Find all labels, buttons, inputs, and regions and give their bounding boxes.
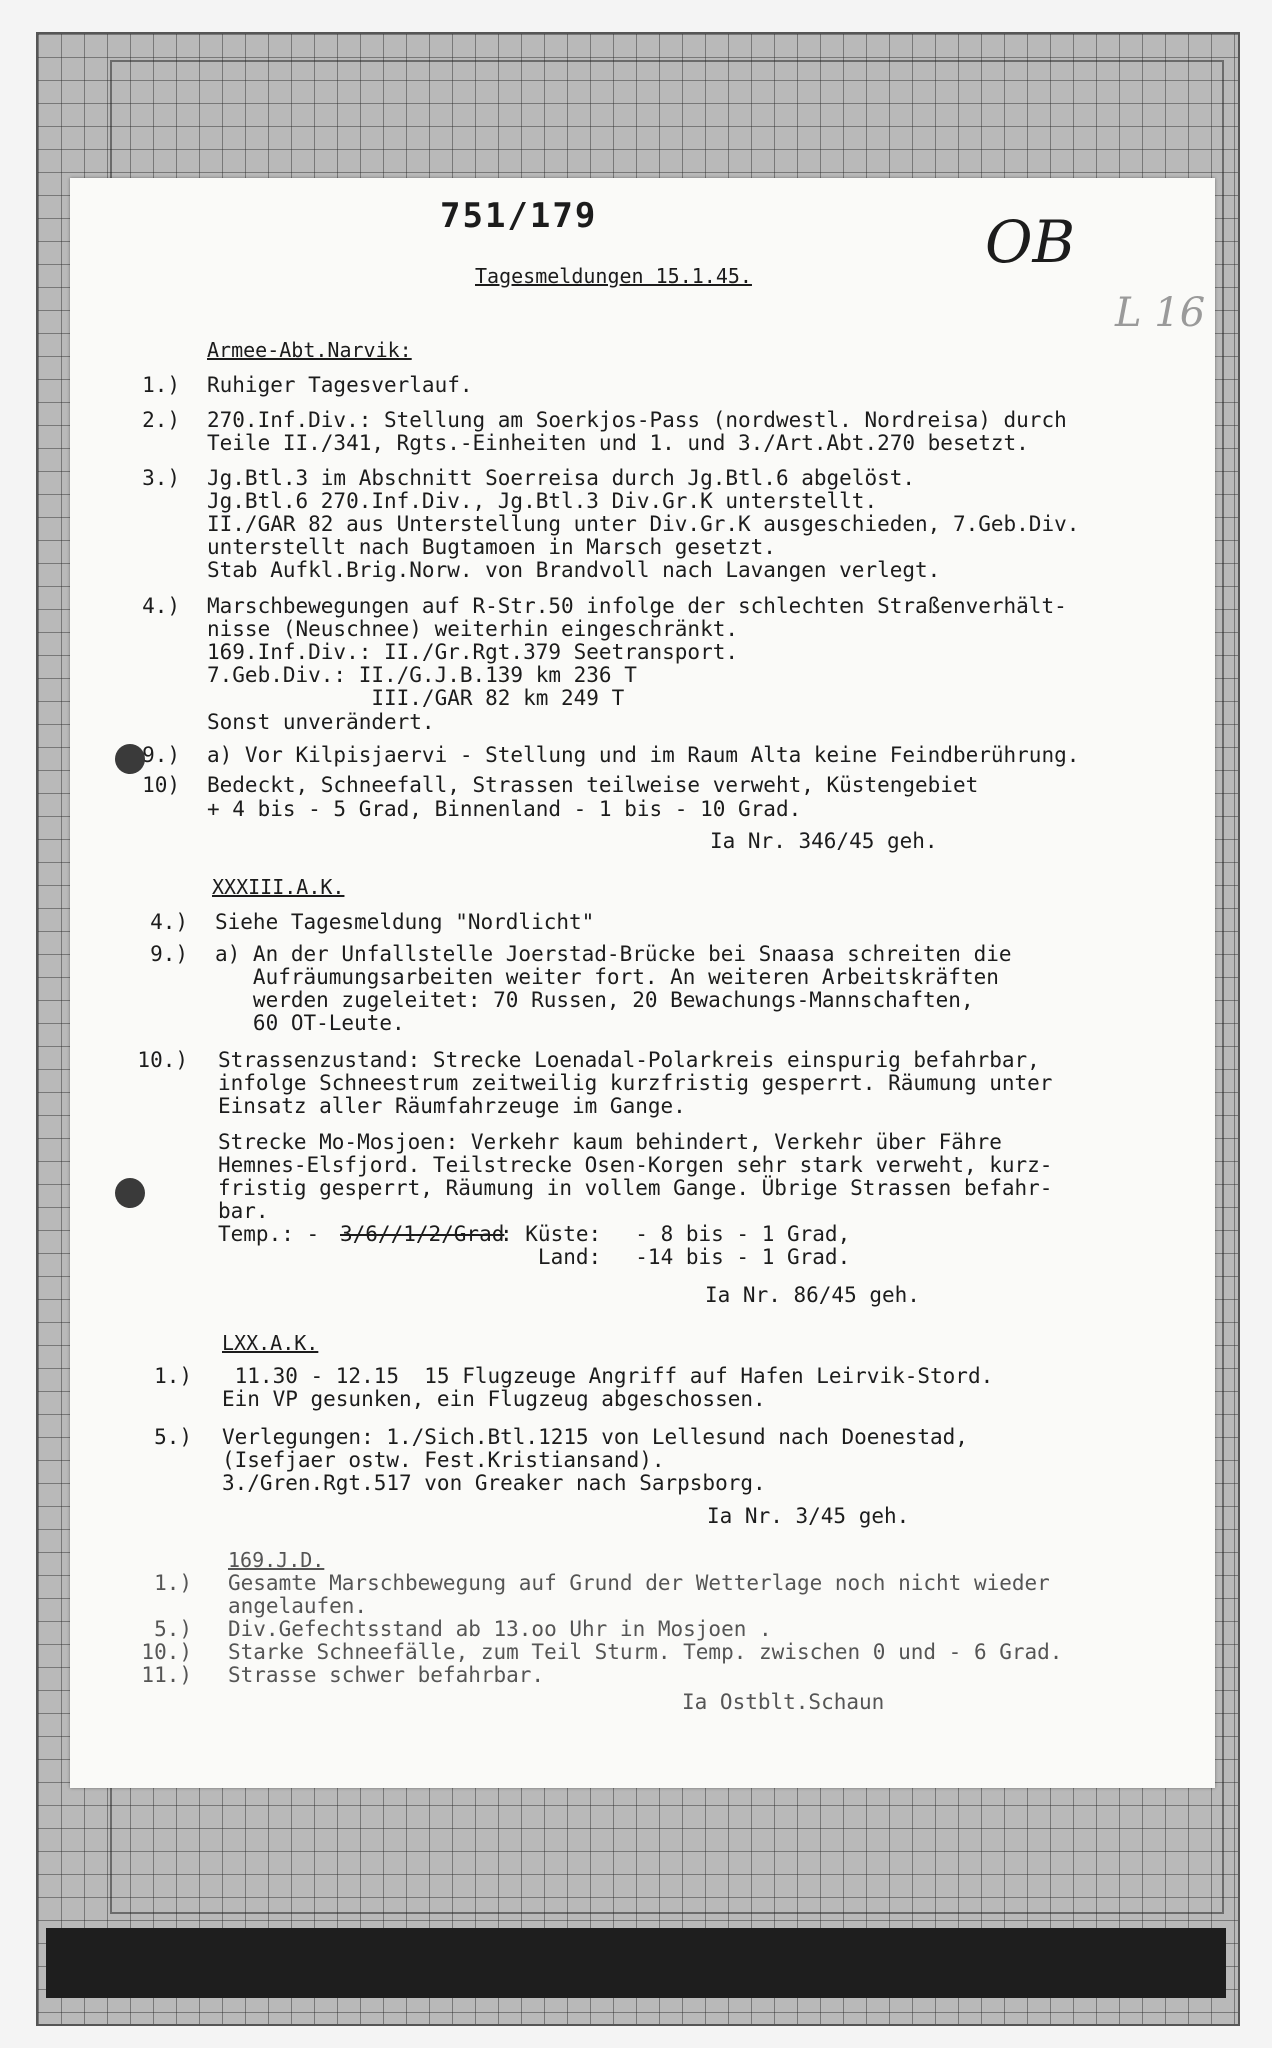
section-heading: XXXIII.A.K. <box>212 875 345 899</box>
temperature-label: Temp.: - <box>218 1222 332 1246</box>
entry-line: Teile II./341, Rgts.-Einheiten und 1. und 3./Art.Abt.270 besetzt. <box>207 431 1029 455</box>
temperature-value: -14 bis - 1 Grad. <box>610 1245 851 1269</box>
entry-line: Verlegungen: 1./Sich.Btl.1215 von Lellesund nach Doenestad, <box>222 1425 968 1449</box>
entry-line: werden zugeleitet: 70 Russen, 20 Bewachungs-Mannschaften, <box>215 988 974 1012</box>
entry-line: 11.30 - 12.15 15 Flugzeuge Angriff auf Hafen Leirvik-Stord. <box>222 1364 994 1388</box>
section-heading: LXX.A.K. <box>222 1331 319 1355</box>
entry-line: Stab Aufkl.Brig.Norw. von Brandvoll nach Lavangen verlegt. <box>207 558 941 582</box>
entry-line: Aufräumungsarbeiten weiter fort. An weiteren Arbeitskräften <box>215 965 999 989</box>
entry-number: 1.) <box>154 1364 192 1388</box>
entry-line: Jg.Btl.6 270.Inf.Div., Jg.Btl.3 Div.Gr.K unterstellt. <box>207 489 878 513</box>
entry-line: a) Vor Kilpisjaervi - Stellung und im Raum Alta keine Feindberührung. <box>207 743 1080 767</box>
entry-line: II./GAR 82 aus Unterstellung unter Div.Gr.K ausgeschieden, 7.Geb.Div. <box>207 512 1080 536</box>
entry-number: 10.) <box>141 1640 192 1664</box>
document-title: Tagesmeldungen 15.1.45. <box>475 264 752 288</box>
handwritten-initials: OB <box>985 208 1076 276</box>
entry-line: fristig gesperrt, Räumung in vollem Gange. Übrige Strassen befahr- <box>218 1176 1053 1200</box>
entry-line: 270.Inf.Div.: Stellung am Soerkjos-Pass (nordwestl. Nordreisa) durch <box>207 408 1067 432</box>
entry-line: unterstellt nach Bugtamoen in Marsch gesetzt. <box>207 535 776 559</box>
section-heading: Armee-Abt.Narvik: <box>207 338 412 362</box>
entry-line: bar. <box>218 1199 269 1223</box>
punch-hole <box>115 1178 145 1208</box>
entry-line: Ruhiger Tagesverlauf. <box>207 373 473 397</box>
reference-number: Ia Ostblt.Schaun <box>682 1690 885 1714</box>
entry-line: Jg.Btl.3 im Abschnitt Soerreisa durch Jg.Btl.6 abgelöst. <box>207 466 916 490</box>
entry-number: 9.) <box>150 942 188 966</box>
section-heading: 169.J.D. <box>228 1548 325 1572</box>
entry-line: Marschbewegungen auf R-Str.50 infolge der schlechten Straßenverhält- <box>207 594 1067 618</box>
entry-number: 1.) <box>154 1571 192 1595</box>
entry-line: 169.Inf.Div.: II./Gr.Rgt.379 Seetransport. <box>207 640 739 664</box>
entry-line: Div.Gefechtsstand ab 13.oo Uhr in Mosjoen . <box>228 1617 772 1641</box>
reference-number: Ia Nr. 346/45 geh. <box>710 829 938 853</box>
entry-line: infolge Schneestrum zeitweilig kurzfristig gesperrt. Räumung unter <box>218 1071 1053 1095</box>
entry-number: 5.) <box>154 1425 192 1449</box>
entry-line: Strassenzustand: Strecke Loenadal-Polarkreis einspurig befahrbar, <box>218 1048 1040 1072</box>
margin-note: L 16 <box>1115 290 1206 336</box>
entry-line: 3./Gren.Rgt.517 von Greaker nach Sarpsborg. <box>222 1471 766 1495</box>
entry-number: 2.) <box>142 408 180 432</box>
entry-line: Starke Schneefälle, zum Teil Sturm. Temp. zwischen 0 und - 6 Grad. <box>228 1640 1063 1664</box>
entry-line: + 4 bis - 5 Grad, Binnenland - 1 bis - 10 Grad. <box>207 797 802 821</box>
entry-line: 7.Geb.Div.: II./G.J.B.139 km 236 T <box>207 663 637 687</box>
entry-line: Strasse schwer befahrbar. <box>228 1663 545 1687</box>
temperature-place: Land: <box>500 1245 602 1269</box>
reference-number: Ia Nr. 3/45 geh. <box>707 1504 910 1528</box>
entry-line: Gesamte Marschbewegung auf Grund der Wetterlage noch nicht wieder <box>228 1571 1050 1595</box>
entry-line: Siehe Tagesmeldung "Nordlicht" <box>215 910 595 934</box>
entry-line: Hemnes-Elsfjord. Teilstrecke Osen-Korgen sehr stark verweht, kurz- <box>218 1153 1053 1177</box>
entry-line: nisse (Neuschnee) weiterhin eingeschränkt. <box>207 617 739 641</box>
entry-line: 60 OT-Leute. <box>215 1011 405 1035</box>
entry-number: 11.) <box>141 1663 192 1687</box>
doc-number: 751/179 <box>440 196 598 236</box>
temperature-place: : Küste: <box>500 1222 602 1246</box>
entry-number: 3.) <box>142 466 180 490</box>
entry-line: Sonst unverändert. <box>207 710 435 734</box>
document-sheet <box>70 178 1215 1788</box>
entry-line: (Isefjaer ostw. Fest.Kristiansand). <box>222 1448 665 1472</box>
entry-line: Ein VP gesunken, ein Flugzeug abgeschossen. <box>222 1387 766 1411</box>
entry-number: 4.) <box>142 594 180 618</box>
entry-number: 10.) <box>137 1048 188 1072</box>
photo-bottom-band <box>46 1928 1226 1998</box>
entry-number: 10) <box>142 773 180 797</box>
struck-text: 3/6//1/2/Grad <box>340 1222 505 1246</box>
entry-number: 9.) <box>142 743 180 767</box>
entry-line: Bedeckt, Schneefall, Strassen teilweise verweht, Küstengebiet <box>207 773 979 797</box>
entry-line: a) An der Unfallstelle Joerstad-Brücke bei Snaasa schreiten die <box>215 942 1012 966</box>
entry-number: 5.) <box>154 1617 192 1641</box>
temperature-value: - 8 bis - 1 Grad, <box>610 1222 851 1246</box>
entry-line: Einsatz aller Räumfahrzeuge im Gange. <box>218 1094 686 1118</box>
entry-line: Strecke Mo-Mosjoen: Verkehr kaum behindert, Verkehr über Fähre <box>218 1130 1002 1154</box>
reference-number: Ia Nr. 86/45 geh. <box>705 1283 920 1307</box>
entry-line: III./GAR 82 km 249 T <box>207 686 625 710</box>
entry-line: angelaufen. <box>228 1594 368 1618</box>
entry-number: 1.) <box>142 373 180 397</box>
entry-number: 4.) <box>150 910 188 934</box>
